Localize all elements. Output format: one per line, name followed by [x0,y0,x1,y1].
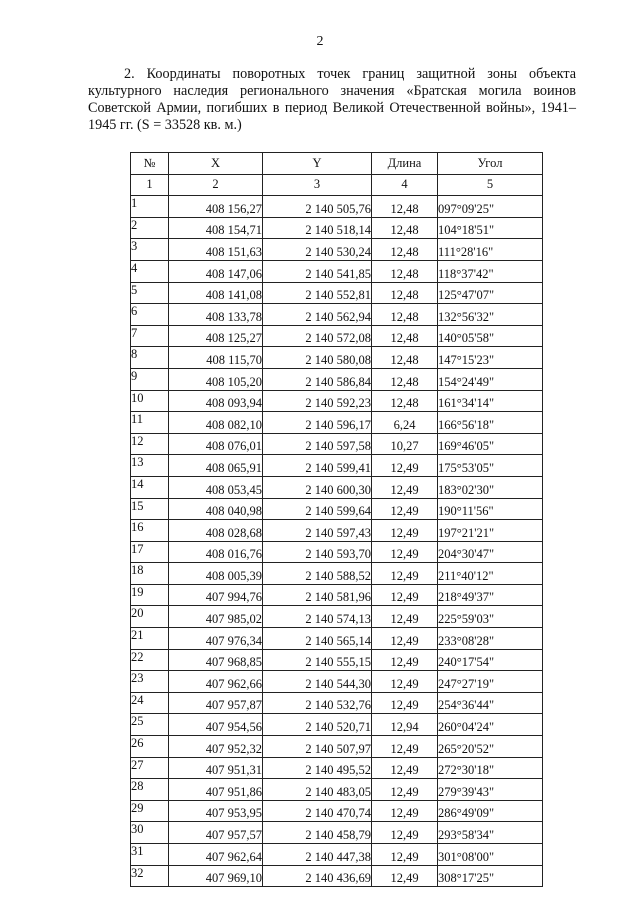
angle-cell: 169°46'05" [438,433,543,455]
table-row [131,239,543,261]
column-number: 1 [131,174,169,196]
angle-cell: 118°37'42" [438,260,543,282]
point-number-cell: 29 [131,800,169,822]
y-coordinate-cell: 2 140 592,23 [263,390,372,412]
length-cell: 12,48 [372,368,438,390]
x-coordinate-cell: 407 957,57 [169,822,263,844]
angle-cell: 097°09'25" [438,196,543,218]
angle-cell: 166°56'18" [438,412,543,434]
angle-cell: 225°59'03" [438,606,543,628]
section-heading: 2. Координаты поворотных точек границ защитной зоны объекта культурного наследия регионального значения «Братская могила воинов Советской Армии, погибших в период Великой Отечественной войны», 1941–1945 гг. (S = 33528 кв. м.) [88,66,576,133]
table-row [131,325,543,347]
angle-cell: 254°36'44" [438,692,543,714]
x-coordinate-cell: 408 133,78 [169,304,263,326]
x-coordinate-cell: 407 952,32 [169,736,263,758]
point-number-cell: 25 [131,714,169,736]
y-coordinate-cell: 2 140 470,74 [263,800,372,822]
length-cell: 12,94 [372,714,438,736]
angle-cell: 279°39'43" [438,779,543,801]
angle-cell: 286°49'09" [438,800,543,822]
table-row [131,714,543,736]
point-number-cell: 8 [131,347,169,369]
x-coordinate-cell: 408 115,70 [169,347,263,369]
table-body [131,196,543,887]
length-cell: 12,49 [372,520,438,542]
header-angle: Угол [438,153,543,175]
x-coordinate-cell: 408 156,27 [169,196,263,218]
length-cell: 10,27 [372,433,438,455]
table-row [131,282,543,304]
length-cell: 12,48 [372,196,438,218]
table-row [131,217,543,239]
y-coordinate-cell: 2 140 436,69 [263,865,372,887]
y-coordinate-cell: 2 140 530,24 [263,239,372,261]
y-coordinate-cell: 2 140 586,84 [263,368,372,390]
x-coordinate-cell: 407 957,87 [169,692,263,714]
length-cell: 12,49 [372,606,438,628]
x-coordinate-cell: 407 968,85 [169,649,263,671]
angle-cell: 183°02'30" [438,476,543,498]
table-row [131,498,543,520]
x-coordinate-cell: 408 040,98 [169,498,263,520]
y-coordinate-cell: 2 140 599,64 [263,498,372,520]
angle-cell: 301°08'00" [438,844,543,866]
x-coordinate-cell: 408 093,94 [169,390,263,412]
length-cell: 12,49 [372,498,438,520]
column-number: 2 [169,174,263,196]
length-cell: 12,48 [372,239,438,261]
length-cell: 12,48 [372,260,438,282]
point-number-cell: 19 [131,584,169,606]
table-row [131,455,543,477]
length-cell: 12,48 [372,282,438,304]
point-number-cell: 12 [131,433,169,455]
x-coordinate-cell: 408 076,01 [169,433,263,455]
y-coordinate-cell: 2 140 593,70 [263,541,372,563]
length-cell: 12,49 [372,584,438,606]
y-coordinate-cell: 2 140 581,96 [263,584,372,606]
x-coordinate-cell: 407 962,66 [169,671,263,693]
header-number: № [131,153,169,175]
angle-cell: 104°18'51" [438,217,543,239]
x-coordinate-cell: 408 028,68 [169,520,263,542]
table-row [131,433,543,455]
y-coordinate-cell: 2 140 597,58 [263,433,372,455]
x-coordinate-cell: 407 994,76 [169,584,263,606]
point-number-cell: 21 [131,628,169,650]
point-number-cell: 6 [131,304,169,326]
table-row [131,844,543,866]
x-coordinate-cell: 408 154,71 [169,217,263,239]
length-cell: 12,49 [372,541,438,563]
table-row [131,541,543,563]
point-number-cell: 15 [131,498,169,520]
x-coordinate-cell: 407 962,64 [169,844,263,866]
length-cell: 12,49 [372,649,438,671]
x-coordinate-cell: 408 082,10 [169,412,263,434]
point-number-cell: 1 [131,196,169,218]
y-coordinate-cell: 2 140 599,41 [263,455,372,477]
length-cell: 12,49 [372,865,438,887]
point-number-cell: 27 [131,757,169,779]
point-number-cell: 18 [131,563,169,585]
angle-cell: 218°49'37" [438,584,543,606]
x-coordinate-cell: 407 985,02 [169,606,263,628]
x-coordinate-cell: 407 976,34 [169,628,263,650]
y-coordinate-cell: 2 140 580,08 [263,347,372,369]
point-number-cell: 4 [131,260,169,282]
angle-cell: 190°11'56" [438,498,543,520]
page-number: 2 [316,34,324,49]
x-coordinate-cell: 407 951,86 [169,779,263,801]
y-coordinate-cell: 2 140 495,52 [263,757,372,779]
x-coordinate-cell: 407 951,31 [169,757,263,779]
point-number-cell: 3 [131,239,169,261]
point-number-cell: 26 [131,736,169,758]
table-row [131,304,543,326]
angle-cell: 140°05'58" [438,325,543,347]
y-coordinate-cell: 2 140 458,79 [263,822,372,844]
y-coordinate-cell: 2 140 518,14 [263,217,372,239]
angle-cell: 233°08'28" [438,628,543,650]
x-coordinate-cell: 407 954,56 [169,714,263,736]
point-number-cell: 11 [131,412,169,434]
x-coordinate-cell: 407 953,95 [169,800,263,822]
length-cell: 12,49 [372,822,438,844]
point-number-cell: 32 [131,865,169,887]
point-number-cell: 28 [131,779,169,801]
table-row [131,368,543,390]
angle-cell: 293°58'34" [438,822,543,844]
point-number-cell: 24 [131,692,169,714]
angle-cell: 265°20'52" [438,736,543,758]
point-number-cell: 5 [131,282,169,304]
point-number-cell: 16 [131,520,169,542]
table-row [131,736,543,758]
y-coordinate-cell: 2 140 544,30 [263,671,372,693]
point-number-cell: 14 [131,476,169,498]
angle-cell: 132°56'32" [438,304,543,326]
y-coordinate-cell: 2 140 552,81 [263,282,372,304]
y-coordinate-cell: 2 140 600,30 [263,476,372,498]
coordinates-table [130,152,543,887]
length-cell: 12,49 [372,736,438,758]
length-cell: 12,49 [372,628,438,650]
x-coordinate-cell: 407 969,10 [169,865,263,887]
angle-cell: 154°24'49" [438,368,543,390]
length-cell: 12,48 [372,304,438,326]
point-number-cell: 31 [131,844,169,866]
table-row [131,671,543,693]
length-cell: 12,49 [372,476,438,498]
length-cell: 12,49 [372,455,438,477]
header-x: X [169,153,263,175]
y-coordinate-cell: 2 140 520,71 [263,714,372,736]
x-coordinate-cell: 408 151,63 [169,239,263,261]
header-y: Y [263,153,372,175]
angle-cell: 125°47'07" [438,282,543,304]
angle-cell: 147°15'23" [438,347,543,369]
angle-cell: 204°30'47" [438,541,543,563]
length-cell: 12,49 [372,671,438,693]
x-coordinate-cell: 408 125,27 [169,325,263,347]
y-coordinate-cell: 2 140 565,14 [263,628,372,650]
x-coordinate-cell: 408 147,06 [169,260,263,282]
angle-cell: 308°17'25" [438,865,543,887]
y-coordinate-cell: 2 140 572,08 [263,325,372,347]
table-row [131,476,543,498]
x-coordinate-cell: 408 141,08 [169,282,263,304]
table-header-row [131,153,543,175]
length-cell: 12,48 [372,347,438,369]
y-coordinate-cell: 2 140 597,43 [263,520,372,542]
y-coordinate-cell: 2 140 574,13 [263,606,372,628]
point-number-cell: 7 [131,325,169,347]
angle-cell: 260°04'24" [438,714,543,736]
point-number-cell: 13 [131,455,169,477]
table-row [131,390,543,412]
column-number: 3 [263,174,372,196]
point-number-cell: 23 [131,671,169,693]
point-number-cell: 10 [131,390,169,412]
y-coordinate-cell: 2 140 447,38 [263,844,372,866]
length-cell: 12,48 [372,217,438,239]
table-row [131,757,543,779]
angle-cell: 240°17'54" [438,649,543,671]
table-row [131,822,543,844]
y-coordinate-cell: 2 140 507,97 [263,736,372,758]
point-number-cell: 30 [131,822,169,844]
point-number-cell: 2 [131,217,169,239]
table-row [131,412,543,434]
table-row [131,520,543,542]
table-row [131,692,543,714]
length-cell: 12,48 [372,390,438,412]
table-row [131,196,543,218]
angle-cell: 197°21'21" [438,520,543,542]
length-cell: 12,49 [372,779,438,801]
point-number-cell: 9 [131,368,169,390]
length-cell: 12,49 [372,800,438,822]
column-number: 5 [438,174,543,196]
table-row [131,563,543,585]
point-number-cell: 22 [131,649,169,671]
table-row [131,800,543,822]
y-coordinate-cell: 2 140 588,52 [263,563,372,585]
table-row [131,649,543,671]
angle-cell: 111°28'16" [438,239,543,261]
y-coordinate-cell: 2 140 541,85 [263,260,372,282]
table-row [131,260,543,282]
x-coordinate-cell: 408 005,39 [169,563,263,585]
angle-cell: 211°40'12" [438,563,543,585]
point-number-cell: 17 [131,541,169,563]
point-number-cell: 20 [131,606,169,628]
header-length: Длина [372,153,438,175]
table-row [131,865,543,887]
table-row [131,628,543,650]
y-coordinate-cell: 2 140 532,76 [263,692,372,714]
x-coordinate-cell: 408 053,45 [169,476,263,498]
table-row [131,779,543,801]
x-coordinate-cell: 408 016,76 [169,541,263,563]
angle-cell: 247°27'19" [438,671,543,693]
x-coordinate-cell: 408 105,20 [169,368,263,390]
y-coordinate-cell: 2 140 505,76 [263,196,372,218]
length-cell: 12,49 [372,563,438,585]
column-number-row [131,174,543,196]
x-coordinate-cell: 408 065,91 [169,455,263,477]
table-row [131,347,543,369]
y-coordinate-cell: 2 140 562,94 [263,304,372,326]
length-cell: 12,49 [372,844,438,866]
length-cell: 12,49 [372,757,438,779]
column-number: 4 [372,174,438,196]
y-coordinate-cell: 2 140 483,05 [263,779,372,801]
length-cell: 12,48 [372,325,438,347]
length-cell: 12,49 [372,692,438,714]
table-row [131,606,543,628]
table-row [131,584,543,606]
y-coordinate-cell: 2 140 555,15 [263,649,372,671]
angle-cell: 175°53'05" [438,455,543,477]
length-cell: 6,24 [372,412,438,434]
y-coordinate-cell: 2 140 596,17 [263,412,372,434]
angle-cell: 272°30'18" [438,757,543,779]
angle-cell: 161°34'14" [438,390,543,412]
